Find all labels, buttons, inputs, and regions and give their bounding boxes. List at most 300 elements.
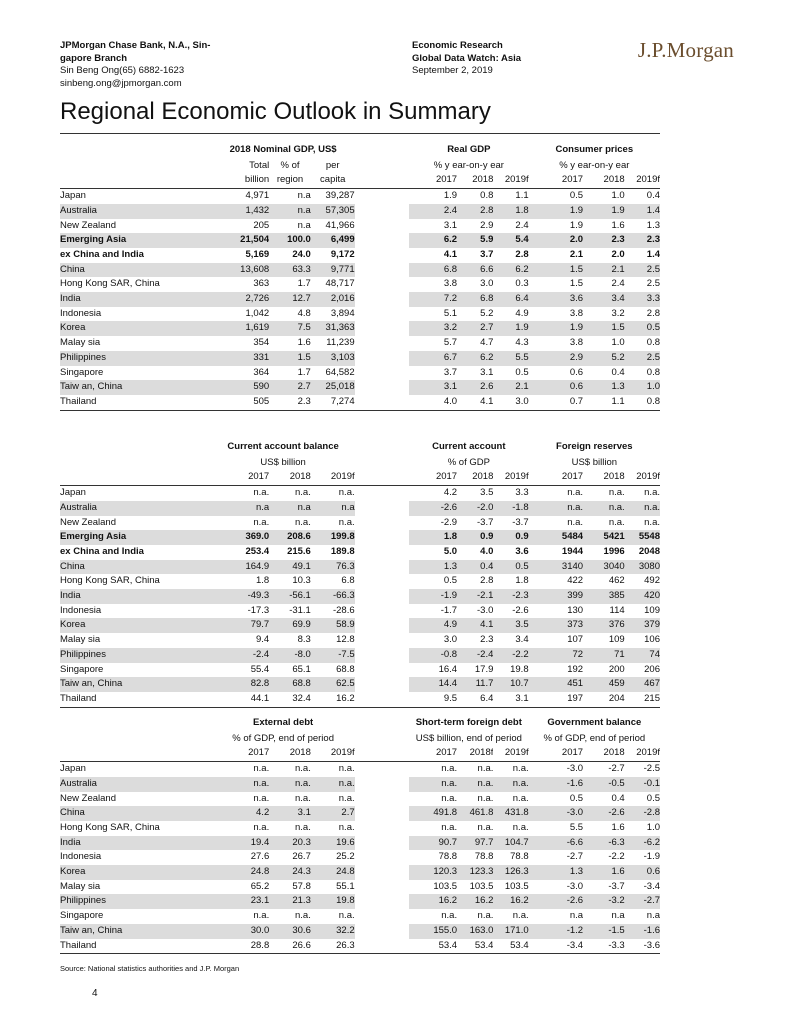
data-cell: -2.2 xyxy=(608,851,625,863)
column-header: 2018f xyxy=(457,746,493,761)
data-cell: 10.3 xyxy=(292,575,311,587)
data-cell: 2.5 xyxy=(625,263,660,278)
data-cell: n.a. xyxy=(253,516,270,528)
data-cell: 1.8 xyxy=(493,204,528,219)
data-cell: 74 xyxy=(625,648,660,663)
data-cell: n.a. xyxy=(477,910,494,922)
data-cell: 0.5 xyxy=(646,792,660,804)
data-cell: 65.1 xyxy=(292,663,311,675)
table-row xyxy=(60,574,660,589)
data-cell: -2.5 xyxy=(643,763,660,775)
data-cell: -1.6 xyxy=(625,924,660,939)
data-cell: 200 xyxy=(608,663,625,675)
data-cell: 24.8 xyxy=(311,865,355,880)
data-cell: 1.7 xyxy=(297,278,311,290)
data-cell: 6.7 xyxy=(409,351,457,366)
column-header-row xyxy=(60,470,660,485)
data-cell: 1.3 xyxy=(583,380,625,395)
data-cell: -2.6 xyxy=(409,501,457,516)
row-label: Philippines xyxy=(60,894,212,909)
data-cell: 164.9 xyxy=(212,560,270,575)
data-cell: 53.4 xyxy=(493,939,528,954)
data-cell: 1.0 xyxy=(611,190,625,202)
data-cell: 6.4 xyxy=(457,692,493,707)
row-label: New Zealand xyxy=(60,219,116,231)
data-cell: 3.3 xyxy=(515,487,529,499)
data-cell: 100.0 xyxy=(269,233,311,248)
data-cell: n.a. xyxy=(441,821,458,833)
column-header: 2018 xyxy=(583,173,625,188)
data-cell: 2.7 xyxy=(457,321,493,336)
data-cell: n.a. xyxy=(457,777,493,792)
data-cell: 53.4 xyxy=(457,939,493,954)
author-email[interactable]: sinbeng.ong@jpmorgan.com xyxy=(60,77,182,89)
data-cell: 3.1 xyxy=(480,366,494,378)
data-cell: n.a xyxy=(269,501,311,516)
data-cell: 21,504 xyxy=(212,233,270,248)
data-cell: 1.9 xyxy=(443,190,458,202)
data-cell: n.a. xyxy=(212,777,270,792)
data-cell: 189.8 xyxy=(330,545,355,557)
data-cell: -1.8 xyxy=(493,501,528,516)
table-row xyxy=(60,248,660,263)
table-row xyxy=(60,307,660,322)
table-row xyxy=(60,545,660,560)
column-header-row xyxy=(60,746,660,761)
data-cell: 31,363 xyxy=(311,321,355,336)
data-cell: 3.1 xyxy=(443,219,458,231)
data-cell: 64,582 xyxy=(325,366,355,378)
data-cell: 41,966 xyxy=(325,219,355,231)
data-cell: -2.7 xyxy=(625,894,660,909)
data-cell: 6.2 xyxy=(409,233,457,248)
data-cell: 78.8 xyxy=(438,851,458,863)
group-title: External debt xyxy=(253,717,314,728)
data-cell: 4.3 xyxy=(515,337,529,349)
data-cell: -3.7 xyxy=(477,516,494,528)
data-cell: 4.1 xyxy=(457,395,493,410)
table-row xyxy=(60,204,660,219)
data-cell: 431.8 xyxy=(493,806,528,821)
table-body xyxy=(60,486,660,708)
data-cell: -2.7 xyxy=(566,851,584,863)
data-cell: 6.6 xyxy=(457,263,493,278)
data-cell: -3.7 xyxy=(512,516,529,528)
data-cell: 82.8 xyxy=(212,677,270,692)
row-label: Thailand xyxy=(60,395,212,410)
data-cell: 364 xyxy=(253,366,270,378)
table-row xyxy=(60,792,660,807)
data-cell: 5.4 xyxy=(493,233,528,248)
subheader: % of GDP xyxy=(447,456,490,468)
table-body xyxy=(60,762,660,954)
data-cell: 451 xyxy=(529,677,583,692)
group-title: Current account balance xyxy=(227,441,339,452)
data-cell: 2.3 xyxy=(625,233,660,248)
data-cell: 1.6 xyxy=(297,337,311,349)
data-cell: 9.4 xyxy=(256,634,270,646)
data-cell: 65.2 xyxy=(250,880,270,892)
data-cell: 109 xyxy=(644,604,660,616)
group-title: Real GDP xyxy=(447,144,491,155)
data-cell: 2.6 xyxy=(457,380,493,395)
data-cell: 0.4 xyxy=(457,560,493,575)
column-header: region xyxy=(269,173,311,188)
data-cell: 49.1 xyxy=(269,560,311,575)
data-cell: 0.5 xyxy=(443,575,458,587)
row-label: China xyxy=(60,806,212,821)
data-cell: 12.8 xyxy=(336,634,355,646)
data-cell: 103.5 xyxy=(469,880,494,892)
data-cell: 420 xyxy=(625,589,660,604)
group-header-row xyxy=(60,143,660,159)
data-cell: 2.4 xyxy=(409,204,457,219)
data-cell: 123.3 xyxy=(457,865,493,880)
data-cell: -3.4 xyxy=(529,939,583,954)
data-cell: 492 xyxy=(644,575,660,587)
data-cell: n.a. xyxy=(567,487,584,499)
column-header: 2019f xyxy=(625,173,660,188)
table-row xyxy=(60,880,660,895)
row-label: Hong Kong SAR, China xyxy=(60,575,160,587)
data-cell: 24.8 xyxy=(212,865,270,880)
data-cell: n.a. xyxy=(311,777,355,792)
data-cell: 0.5 xyxy=(515,366,529,378)
data-cell: n.a. xyxy=(477,792,494,804)
data-cell: 206 xyxy=(644,663,660,675)
data-cell: 0.5 xyxy=(569,792,584,804)
data-cell: 30.0 xyxy=(212,924,270,939)
data-cell: 491.8 xyxy=(409,806,457,821)
table-row xyxy=(60,618,660,633)
column-header-row xyxy=(60,173,660,188)
data-cell: 379 xyxy=(625,618,660,633)
row-label: Philippines xyxy=(60,351,212,366)
data-cell: 11,239 xyxy=(326,337,355,349)
row-label: Singapore xyxy=(60,910,104,922)
data-cell: 2.1 xyxy=(583,263,625,278)
data-cell: -3.6 xyxy=(625,939,660,954)
table-row xyxy=(60,380,660,395)
table-row xyxy=(60,351,660,366)
series-name: Economic Research xyxy=(412,40,503,51)
data-cell: -3.0 xyxy=(566,880,584,892)
row-label: Hong Kong SAR, China xyxy=(60,821,160,833)
row-label: Philippines xyxy=(60,648,212,663)
data-cell: 2.1 xyxy=(569,248,584,260)
data-cell: 376 xyxy=(583,618,625,633)
data-cell: n.a. xyxy=(512,792,529,804)
data-cell: 78.8 xyxy=(474,851,494,863)
data-cell: 3.0 xyxy=(443,634,458,646)
row-label: Malay sia xyxy=(60,880,101,892)
group-title: Short-term foreign debt xyxy=(415,717,522,728)
row-label: Malay sia xyxy=(60,337,101,349)
data-cell: 5548 xyxy=(625,530,660,545)
data-cell: 53.4 xyxy=(409,939,457,954)
data-cell: 5.5 xyxy=(569,821,584,833)
data-cell: 126.3 xyxy=(493,865,528,880)
data-cell: -1.7 xyxy=(440,604,458,616)
column-header: 2018 xyxy=(269,470,311,485)
row-label: New Zealand xyxy=(60,792,116,804)
subheader: % y ear-on-y ear xyxy=(559,159,630,171)
data-cell: 103.5 xyxy=(433,880,458,892)
data-cell: 4,971 xyxy=(245,190,270,202)
data-cell: n.a. xyxy=(512,910,529,922)
column-header: 2019f xyxy=(493,173,528,188)
data-cell: 1.9 xyxy=(493,321,528,336)
row-label: Emerging Asia xyxy=(60,530,212,545)
data-cell: n.a xyxy=(611,910,625,922)
data-cell: 3.1 xyxy=(409,380,457,395)
data-cell: 0.6 xyxy=(569,366,584,378)
data-cell: 0.7 xyxy=(529,395,583,410)
data-cell: 107 xyxy=(567,634,584,646)
data-cell: 11.7 xyxy=(457,677,493,692)
row-label: Australia xyxy=(60,204,212,219)
data-cell: 30.6 xyxy=(269,924,311,939)
data-cell: 4.9 xyxy=(409,618,457,633)
column-header: 2017 xyxy=(529,746,583,761)
data-cell: 19.6 xyxy=(311,836,355,851)
data-cell: 1944 xyxy=(561,545,584,557)
data-cell: 6.8 xyxy=(457,292,493,307)
data-cell: 7.2 xyxy=(409,292,457,307)
table-row xyxy=(60,850,660,865)
data-cell: -0.1 xyxy=(625,777,660,792)
data-cell: 32.4 xyxy=(269,692,311,707)
data-cell: 2.0 xyxy=(529,233,583,248)
data-cell: 0.5 xyxy=(569,190,584,202)
row-label: Taiw an, China xyxy=(60,924,212,939)
data-cell: 5.5 xyxy=(493,351,528,366)
data-cell: n.a. xyxy=(512,821,529,833)
data-cell: 3,103 xyxy=(311,351,355,366)
data-cell: 19.8 xyxy=(311,894,355,909)
data-cell: 68.8 xyxy=(269,677,311,692)
data-cell: 3.3 xyxy=(625,292,660,307)
data-cell: n.a xyxy=(311,501,355,516)
table-row xyxy=(60,501,660,516)
data-cell: 0.6 xyxy=(529,380,583,395)
data-cell: 590 xyxy=(212,380,270,395)
table-row xyxy=(60,762,660,777)
data-cell: -1.6 xyxy=(529,777,583,792)
data-cell: n.a. xyxy=(338,792,355,804)
data-cell: 1.6 xyxy=(583,865,625,880)
data-cell: 6.8 xyxy=(409,263,457,278)
data-cell: 4.2 xyxy=(212,806,270,821)
data-cell: 373 xyxy=(529,618,583,633)
data-cell: 78.8 xyxy=(510,851,529,863)
data-cell: n.a. xyxy=(295,910,311,922)
data-cell: 385 xyxy=(583,589,625,604)
row-label: Hong Kong SAR, China xyxy=(60,278,160,290)
data-cell: 4.0 xyxy=(409,395,457,410)
data-cell: 57.8 xyxy=(292,880,311,892)
data-cell: -2.6 xyxy=(529,894,583,909)
data-cell: 171.0 xyxy=(493,924,528,939)
data-cell: -17.3 xyxy=(247,604,270,616)
data-cell: 2,016 xyxy=(311,292,355,307)
data-cell: 1.0 xyxy=(625,380,660,395)
row-label: Taiw an, China xyxy=(60,380,212,395)
data-cell: 19.8 xyxy=(510,663,529,675)
column-header: 2017 xyxy=(409,746,457,761)
table-debt-government xyxy=(60,716,660,954)
column-header: capita xyxy=(311,173,355,188)
data-cell: -28.6 xyxy=(332,604,355,616)
data-cell: 71 xyxy=(583,648,625,663)
row-label: Taiw an, China xyxy=(60,677,212,692)
data-cell: 197 xyxy=(529,692,583,707)
table-row xyxy=(60,939,660,954)
data-cell: 4.1 xyxy=(443,248,458,260)
column-header: 2019f xyxy=(311,746,355,761)
data-cell: 58.9 xyxy=(311,618,355,633)
row-label: ex China and India xyxy=(60,545,144,557)
data-cell: 25,018 xyxy=(311,380,355,395)
data-cell: 26.6 xyxy=(269,939,311,954)
row-label: Thailand xyxy=(60,692,212,707)
data-cell: n.a. xyxy=(477,821,494,833)
data-cell: 1.7 xyxy=(297,366,311,378)
data-cell: -7.5 xyxy=(311,648,355,663)
subheader: % of xyxy=(280,159,300,171)
data-cell: 4.1 xyxy=(457,618,493,633)
data-cell: 12.7 xyxy=(269,292,311,307)
data-cell: 39,287 xyxy=(325,190,355,202)
row-label: Japan xyxy=(60,190,86,202)
data-cell: 2.4 xyxy=(611,278,625,290)
data-cell: n.a. xyxy=(294,516,311,528)
title-divider xyxy=(60,133,660,134)
data-cell: 109 xyxy=(608,634,625,646)
data-cell: n.a. xyxy=(295,763,311,775)
data-cell: 120.3 xyxy=(409,865,457,880)
page-number: 4 xyxy=(92,988,98,999)
subheader-row xyxy=(60,159,660,174)
data-cell: 44.1 xyxy=(212,692,270,707)
column-header: 2019f xyxy=(625,746,660,761)
data-cell: 5484 xyxy=(529,530,583,545)
table-row xyxy=(60,909,660,924)
data-cell: n.a. xyxy=(338,821,355,833)
data-cell: 192 xyxy=(567,663,584,675)
data-cell: 3.5 xyxy=(480,487,494,499)
data-cell: 461.8 xyxy=(457,806,493,821)
data-cell: 163.0 xyxy=(457,924,493,939)
row-label: Malay sia xyxy=(60,634,101,646)
data-cell: 104.7 xyxy=(493,836,528,851)
data-cell: 23.1 xyxy=(212,894,270,909)
publication-block xyxy=(412,40,612,78)
data-cell: 3.1 xyxy=(493,692,528,707)
data-cell: n.a xyxy=(646,910,660,922)
data-cell: 97.7 xyxy=(457,836,493,851)
data-cell: -2.8 xyxy=(625,806,660,821)
data-cell: n.a. xyxy=(608,516,625,528)
data-cell: 199.8 xyxy=(311,530,355,545)
column-header: 2019f xyxy=(493,746,528,761)
data-cell: 9,172 xyxy=(330,248,355,260)
subheader: % of GDP, end of period xyxy=(232,732,334,744)
data-cell: 1.9 xyxy=(583,204,625,219)
data-cell: -1.9 xyxy=(409,589,457,604)
data-cell: 2.8 xyxy=(480,575,494,587)
data-cell: -3.4 xyxy=(643,880,660,892)
data-cell: 5.9 xyxy=(457,233,493,248)
row-label: India xyxy=(60,589,212,604)
data-cell: 21.3 xyxy=(269,894,311,909)
data-cell: 1.0 xyxy=(611,337,625,349)
data-cell: 72 xyxy=(529,648,583,663)
data-cell: 0.5 xyxy=(493,560,528,575)
data-cell: 4.0 xyxy=(480,545,494,557)
data-cell: -1.2 xyxy=(529,924,583,939)
data-cell: 2.8 xyxy=(457,204,493,219)
data-cell: n.a. xyxy=(269,777,311,792)
data-cell: 5,169 xyxy=(245,248,270,260)
table-row xyxy=(60,865,660,880)
row-label: Indonesia xyxy=(60,851,102,863)
bank-name-line-2: gapore Branch xyxy=(60,52,128,64)
column-header: 2017 xyxy=(529,470,583,485)
data-cell: 3.0 xyxy=(480,278,494,290)
data-cell: 1.3 xyxy=(646,219,660,231)
data-cell: 2.5 xyxy=(646,278,660,290)
data-cell: 19.4 xyxy=(212,836,270,851)
column-header: 2017 xyxy=(409,173,457,188)
data-cell: 8.3 xyxy=(297,634,311,646)
data-cell: 10.7 xyxy=(493,677,528,692)
table-row xyxy=(60,486,660,501)
data-cell: n.a. xyxy=(441,763,458,775)
data-cell: 2.3 xyxy=(269,395,311,410)
page-title: Regional Economic Outlook in Summary xyxy=(60,98,491,125)
data-cell: -2.6 xyxy=(583,806,625,821)
author-block xyxy=(60,40,300,90)
row-label: India xyxy=(60,292,212,307)
data-cell: 1.6 xyxy=(611,821,625,833)
data-cell: 2,726 xyxy=(212,292,270,307)
data-cell: -3.3 xyxy=(583,939,625,954)
subheader: % of GDP, end of period xyxy=(543,732,646,744)
data-cell: 1,432 xyxy=(212,204,270,219)
data-cell: 6,499 xyxy=(311,233,355,248)
data-cell: 4.8 xyxy=(297,307,311,319)
data-cell: n.a. xyxy=(625,501,660,516)
data-cell: n.a xyxy=(269,204,311,219)
table-row xyxy=(60,219,660,234)
data-cell: 14.4 xyxy=(409,677,457,692)
data-cell: -2.4 xyxy=(457,648,493,663)
data-cell: 1996 xyxy=(603,545,625,557)
data-cell: n.a xyxy=(297,219,311,231)
data-cell: 2.8 xyxy=(515,248,529,260)
data-cell: 0.8 xyxy=(480,190,494,202)
data-cell: 32.2 xyxy=(311,924,355,939)
row-label: Indonesia xyxy=(60,307,102,319)
data-cell: n.a. xyxy=(529,501,583,516)
table-row xyxy=(60,806,660,821)
subheader: % y ear-on-y ear xyxy=(433,159,504,171)
column-header: 2019f xyxy=(625,470,660,485)
group-title: Foreign reserves xyxy=(556,441,633,452)
subheader: Total xyxy=(249,159,270,171)
data-cell: 2.5 xyxy=(625,351,660,366)
